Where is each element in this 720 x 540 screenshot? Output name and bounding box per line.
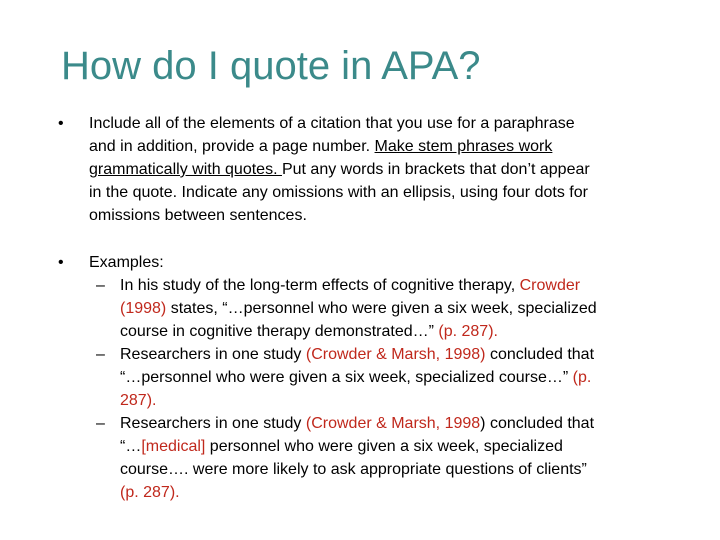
citation-page: (p. 287). xyxy=(438,323,498,340)
example-marker: – xyxy=(96,277,105,294)
bullet-1-line-2: and in addition, provide a page number. Make stem phrases work xyxy=(89,138,553,155)
citation-page: (p. xyxy=(572,369,592,386)
underlined-phrase: Make stem phrases work xyxy=(374,138,553,155)
bullet-marker: • xyxy=(58,254,64,271)
bullet-1-line-5: omissions between sentences. xyxy=(89,207,307,224)
slide-title: How do I quote in APA? xyxy=(61,44,481,88)
bullet-marker: • xyxy=(58,115,64,132)
bullet-1-line-3: grammatically with quotes. Put any words in brackets that don’t appear xyxy=(89,161,590,178)
example-marker: – xyxy=(96,415,105,432)
citation-page: (p. 287). xyxy=(120,484,180,501)
citation-page: 287). xyxy=(120,392,157,409)
example-2-text: Researchers in one study (Crowder & Marsh, 1998) concluded that “…personnel who were given a six week, specialized course…” (p. 287). xyxy=(120,346,595,409)
bullet-1-line-4: in the quote. Indicate any omissions with an ellipsis, using four dots for xyxy=(89,184,588,201)
example-1-text: In his study of the long-term effects of cognitive therapy, Crowder (1998) states, “…personnel who were given a six week, specialized course in cognitive therapy demonstrated…” (p. 287). xyxy=(120,277,597,340)
citation: (Crowder & Marsh, 1998) xyxy=(305,346,486,363)
citation-year: (1998) xyxy=(120,300,167,317)
bullet-1-line-1: Include all of the elements of a citation that you use for a paraphrase xyxy=(89,115,575,132)
underlined-phrase: grammatically with quotes. xyxy=(89,161,282,178)
bracketed-insertion: [medical] xyxy=(141,438,206,455)
citation-author: Crowder xyxy=(519,277,581,294)
example-marker: – xyxy=(96,346,105,363)
example-3-text: Researchers in one study (Crowder & Marsh, 1998) concluded that “…[medical] personnel who were given a six week, specialized course…. were more likely to ask appropriate questions of clients” (p. 287). xyxy=(120,415,595,501)
citation: (Crowder & Marsh, 1998 xyxy=(305,415,481,432)
bullet-1-text xyxy=(89,112,679,227)
bullet-2-label: Examples: xyxy=(89,254,164,271)
